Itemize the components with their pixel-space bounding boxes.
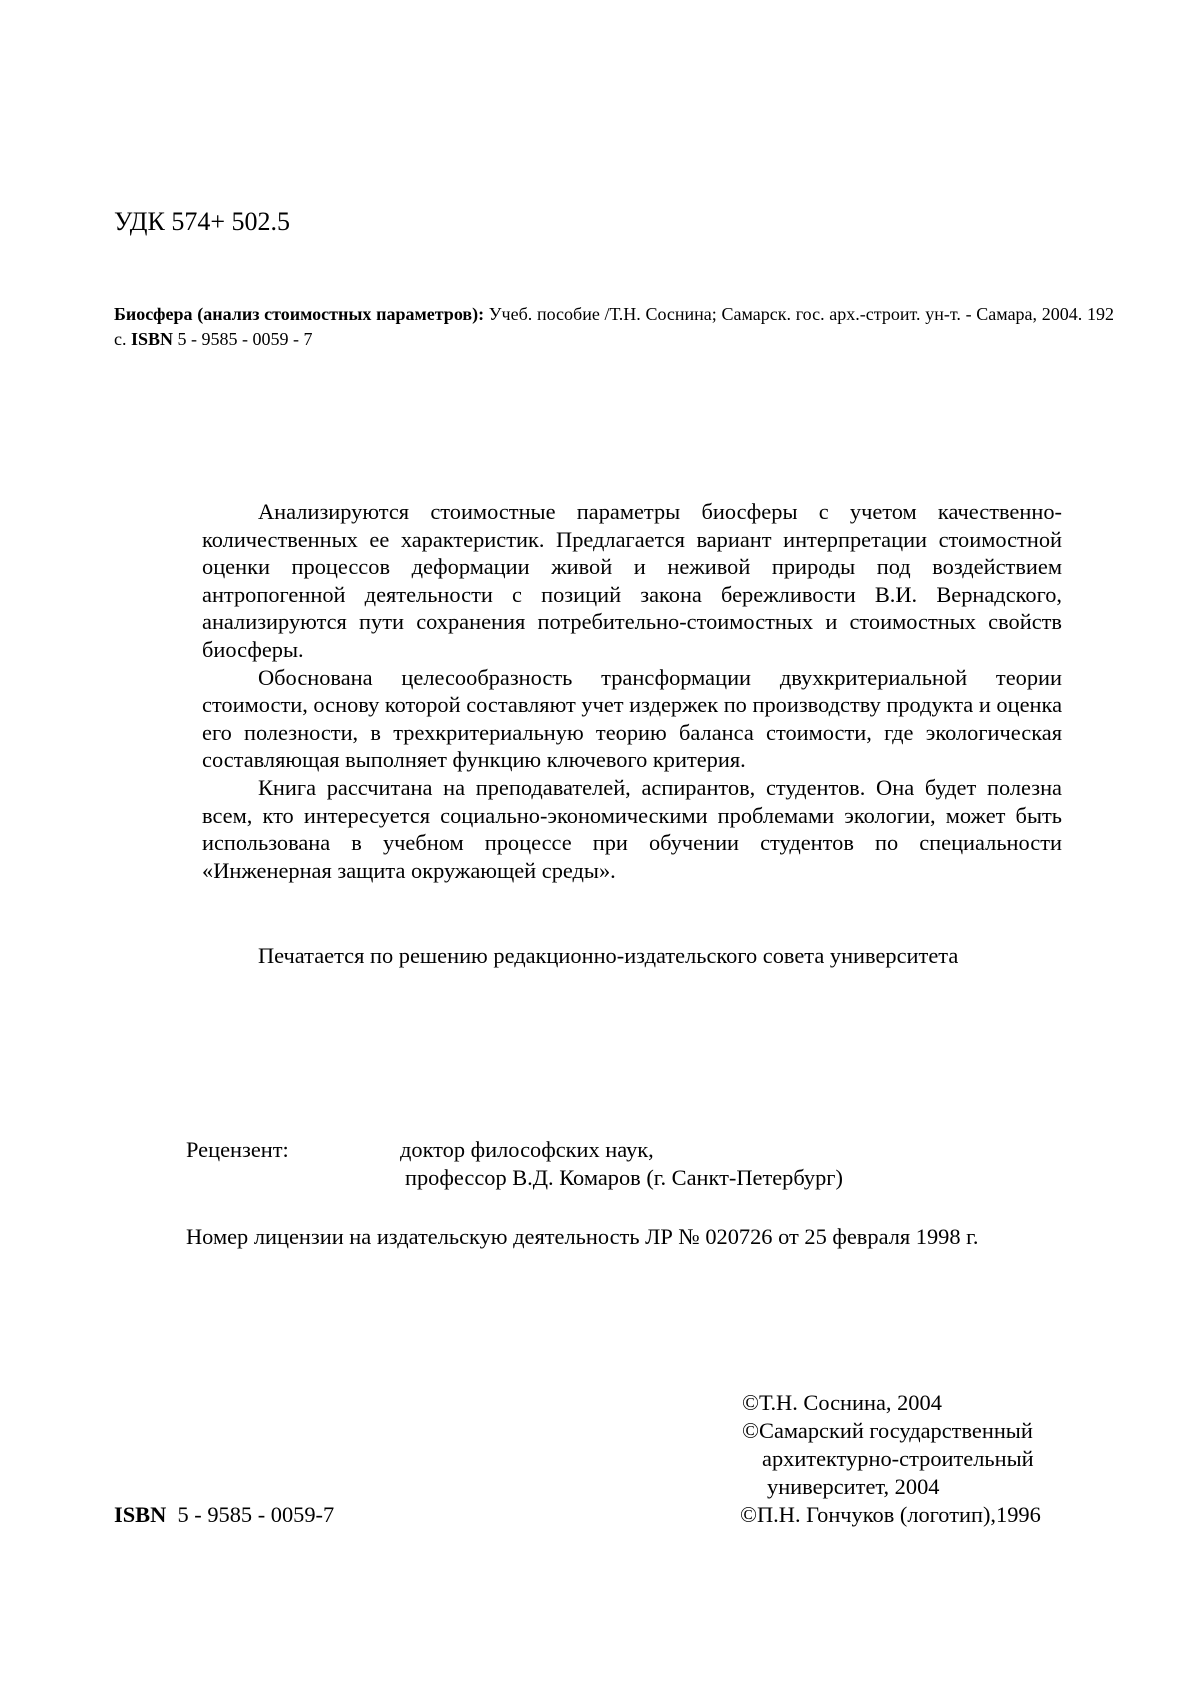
udk-code: УДК 574+ 502.5 — [114, 207, 291, 236]
copyright-author: ©Т.Н. Соснина, 2004 — [742, 1390, 942, 1415]
abstract — [202, 498, 1062, 884]
reviewer-degree: доктор философских наук, — [400, 1137, 654, 1162]
copyright-logo: ©П.Н. Гончуков (логотип),1996 — [740, 1502, 1041, 1527]
isbn-value: 5 - 9585 - 0059 - 7 — [173, 329, 313, 349]
license-number: Номер лицензии на издательскую деятельность ЛР № 020726 от 25 февраля 1998 г. — [186, 1224, 979, 1249]
abstract-paragraph: Анализируются стоимостные параметры биосферы с учетом качественно-количественных ее характеристик. Предлагается вариант интерпретации стоимостной оценки процессов деформации живой и неживой природы под воздействием антропогенной деятельности с позиций закона бережливости В.И. Вернадского, анализируются пути сохранения потребительно-стоимостных и стоимостных свойств биосферы. — [202, 499, 1062, 662]
bibliographic-details: Учеб. пособие /Т.Н. Соснина; Самарск. гос. арх.-строит. ун-т. - Самара, 2004. 192 с. — [114, 304, 1114, 349]
reviewer-label: Рецензент: — [186, 1137, 289, 1162]
reviewer-name: профессор В.Д. Комаров (г. Санкт-Петербург) — [405, 1165, 843, 1190]
print-approval-note: Печатается по решению редакционно-издательского совета университета — [258, 943, 959, 968]
abstract-paragraph: Книга рассчитана на преподавателей, аспирантов, студентов. Она будет полезна всем, кто интересуется социально-экономическими проблемами экологии, может быть использована в учебном процессе при обучении студентов по специальности «Инженерная защита окружающей среды». — [202, 774, 1062, 883]
isbn-footer-value: 5 - 9585 - 0059-7 — [166, 1502, 335, 1527]
isbn-footer — [114, 1501, 334, 1529]
copyright-university-line3: университет, 2004 — [767, 1474, 940, 1499]
copyright-university: ©Самарский государственный — [742, 1418, 1033, 1443]
abstract-paragraph: Обоснована целесообразность трансформации двухкритериальной теории стоимости, основу которой составляют учет издержек по производству продукта и оценка его полезности, в трехкритериальную теорию баланса стоимости, где экологическая составляющая выполняет функцию ключевого критерия. — [202, 664, 1063, 773]
book-title: Биосфера (анализ стоимостных параметров): — [114, 304, 485, 324]
isbn-footer-label: ISBN — [114, 1502, 167, 1527]
isbn-label: ISBN — [131, 329, 174, 349]
bibliographic-record — [114, 302, 1114, 352]
copyright-university-line2: архитектурно-строительный — [762, 1446, 1034, 1471]
